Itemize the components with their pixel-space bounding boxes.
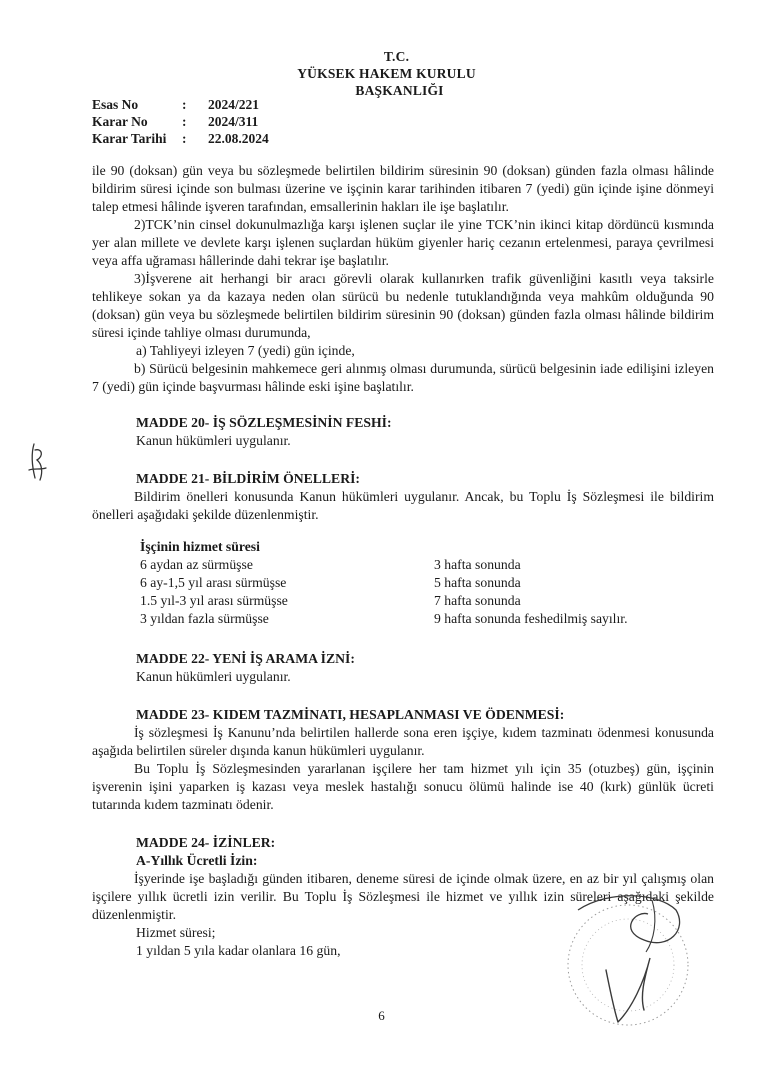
case-metadata [92, 96, 269, 147]
table-header: İşçinin hizmet süresi [140, 539, 260, 554]
table-cell-period: 6 aydan az sürmüşse [140, 557, 253, 572]
meta-row-karar [92, 113, 269, 130]
article-24-text-2: Hizmet süresi; [136, 925, 216, 940]
meta-separator: : [182, 97, 187, 112]
table-cell-notice: 3 hafta sonunda [434, 557, 521, 572]
article-21-text: Bildirim önelleri konusunda Kanun hükümleri uygulanır. Ancak, bu Toplu İş Sözleşmesi ile bildirim önelleri aşağıdaki şekilde düzenlenmiştir. [92, 489, 714, 522]
meta-value: 2024/311 [208, 114, 259, 129]
paragraph-clause-3: 3)İşverene ait herhangi bir aracı görevli olarak kullanırken trafik güvenliğini kasıtlı veya taksirle tehlikeye sokan ya da kazaya neden olan sürücü bu nedenle tutuklandığında veya mahkûm olduğunda 90 (doksan) gün veya bu sözleşmede belirtilen bildirim süresinin 90 (doksan) günden fazla olması hâlinde bildirim süresi içinde tahliye olması durumunda, [92, 271, 714, 340]
header-line-institution: YÜKSEK HAKEM KURULU [297, 66, 476, 81]
table-row [140, 556, 714, 574]
article-23-text-2: Bu Toplu İş Sözleşmesinden yararlanan işçilere her tam hizmet yılı için 35 (otuzbeş) gün, işçinin işverenin işini yaparken iş kazası veya meslek hastalığı sonucu ölümü halinde ise 40 (kırk) günlük ücreti tutarında kıdem tazminatı ödenir. [92, 761, 714, 812]
article-24-subtitle: A-Yıllık Ücretli İzin: [136, 853, 258, 868]
table-row [140, 592, 714, 610]
article-24-text-3: 1 yıldan 5 yıla kadar olanlara 16 gün, [136, 943, 341, 958]
document-body [92, 162, 714, 960]
table-cell-notice: 9 hafta sonunda feshedilmiş sayılır. [434, 611, 628, 626]
meta-row-date [92, 130, 269, 147]
header-line-office: BAŞKANLIĞI [355, 83, 444, 98]
meta-value: 22.08.2024 [208, 131, 269, 146]
paragraph-continuation: ile 90 (doksan) gün veya bu sözleşmede belirtilen bildirim süresinin 90 (doksan) günden fazla olması hâlinde bildirim süresi içinde son bulması üzerine ve işçinin karar tarihinden itibaren 7 (yedi) gün içinde işine dönmeyi talep etmesi hâlinde işveren tarafından, emsallerinin hakları ile işe başlatılır. [92, 163, 714, 214]
table-cell-notice: 7 hafta sonunda [434, 593, 521, 608]
article-22-title: MADDE 22- YENİ İŞ ARAMA İZNİ: [136, 651, 355, 666]
page-number: 6 [378, 1008, 385, 1023]
notice-period-table [92, 538, 714, 628]
meta-label: Esas No [92, 97, 139, 112]
article-21-title: MADDE 21- BİLDİRİM ÖNELLERİ: [136, 471, 360, 486]
meta-value: 2024/221 [208, 97, 260, 112]
article-24-text-1: İşyerinde işe başladığı günden itibaren, deneme süresi de içinde olmak üzere, en az bir yıl çalışmış olan işçilere yıllık ücretli izin verilir. Bu Toplu İş Sözleşmesi ile hizmet ve yıllık izin süreleri aşağıdaki şekilde düzenlenmiştir. [92, 871, 714, 922]
article-23-title: MADDE 23- KIDEM TAZMİNATI, HESAPLANMASI VE ÖDENMESİ: [136, 707, 565, 722]
paragraph-item-a: a) Tahliyeyi izleyen 7 (yedi) gün içinde, [136, 343, 355, 358]
paragraph-clause-2: 2)TCK’nin cinsel dokunulmazlığa karşı işlenen suçlar ile yine TCK’nin ikinci kitap dördüncü kısmında yer alan millete ve devlete karşı işlenen suçlardan hüküm giyenler hariç cezanın ertelenmesi, paraya çevrilmesi veya affa uğraması hâllerinde dahi tekrar işe başlatılır. [92, 217, 714, 268]
table-cell-notice: 5 hafta sonunda [434, 575, 521, 590]
paragraph-item-b: b) Sürücü belgesinin mahkemece geri alınmış olması durumunda, sürücü belgesinin iade edilişini izleyen 7 (yedi) gün içinde başvurması hâlinde eski işine başlatılır. [92, 361, 714, 394]
table-row [140, 610, 714, 628]
meta-separator: : [182, 114, 187, 129]
article-22-text: Kanun hükümleri uygulanır. [136, 669, 291, 684]
article-20-text: Kanun hükümleri uygulanır. [136, 433, 291, 448]
meta-separator: : [182, 131, 187, 146]
article-20-title: MADDE 20- İŞ SÖZLEŞMESİNİN FESHİ: [136, 415, 392, 430]
table-cell-period: 3 yıldan fazla sürmüşse [140, 611, 269, 626]
meta-label: Karar No [92, 114, 148, 129]
document-header [0, 48, 763, 99]
header-line-tc: T.C. [383, 49, 410, 64]
table-cell-period: 1.5 yıl-3 yıl arası sürmüşse [140, 593, 288, 608]
meta-label: Karar Tarihi [92, 131, 167, 146]
margin-initial-signature-icon [26, 440, 48, 486]
article-24-title: MADDE 24- İZİNLER: [136, 835, 276, 850]
meta-row-esas [92, 96, 269, 113]
table-cell-period: 6 ay-1,5 yıl arası sürmüşse [140, 575, 287, 590]
table-row [140, 574, 714, 592]
article-23-text-1: İş sözleşmesi İş Kanunu’nda belirtilen hallerde sona eren işçiye, kıdem tazminatı ödenmesi konusunda aşağıda belirtilen süreler dışında kanun hükümleri uygulanır. [92, 725, 714, 758]
